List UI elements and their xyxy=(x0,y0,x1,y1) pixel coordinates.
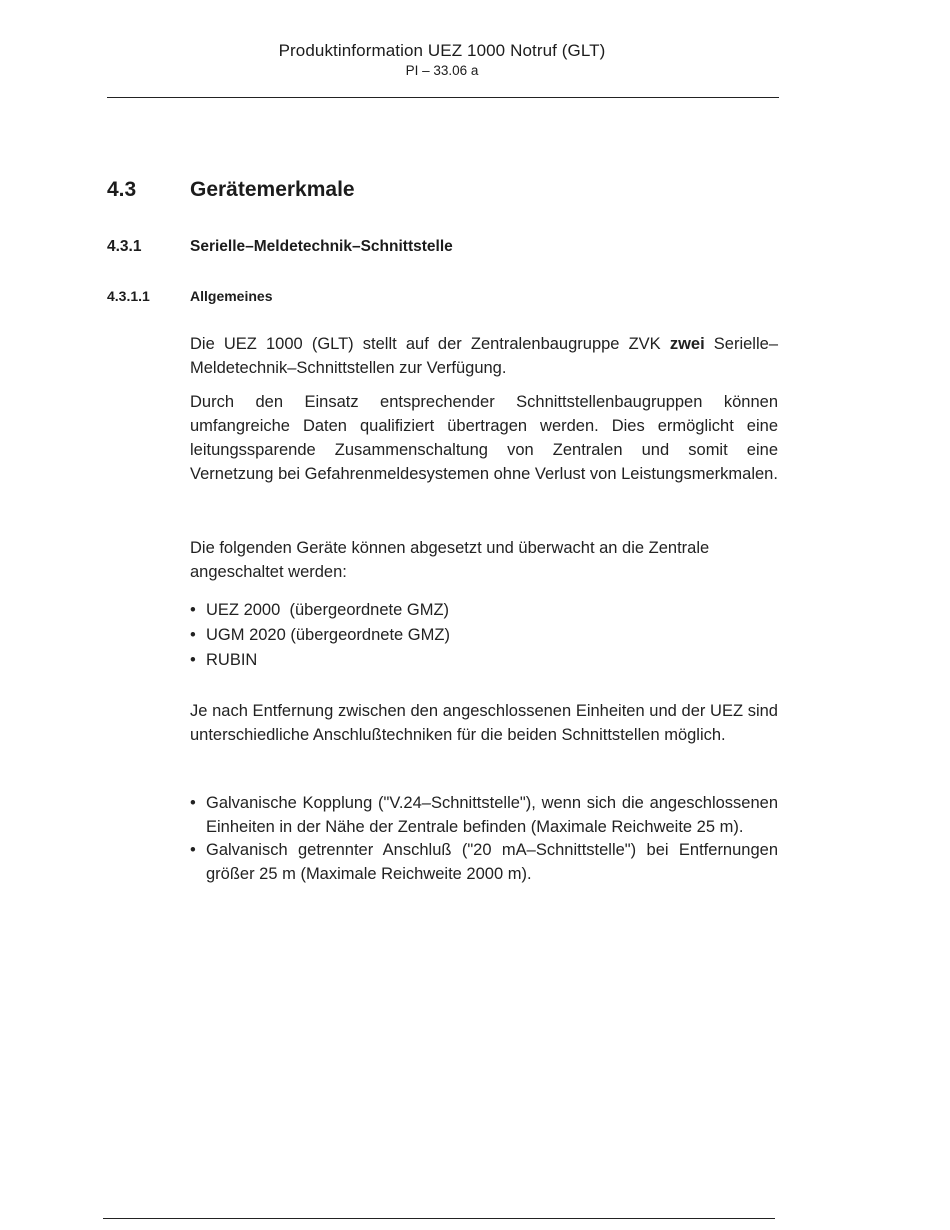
device-item-label: RUBIN xyxy=(206,651,258,669)
bullet-icon: • xyxy=(190,651,196,669)
footer-rule xyxy=(103,1218,775,1219)
header-title: Produktinformation UEZ 1000 Notruf (GLT) xyxy=(278,41,606,60)
paragraph-intro-text-b: Serielle–Meldetechnik–Schnittstellen zur Verfügung. xyxy=(190,335,778,377)
list-item xyxy=(190,839,778,886)
bullet-icon: • xyxy=(190,841,196,859)
connection-list xyxy=(190,792,778,886)
list-item xyxy=(190,792,778,839)
paragraph-intro xyxy=(190,332,778,380)
bullet-icon: • xyxy=(190,626,196,644)
list-item xyxy=(190,623,778,648)
bullet-icon: • xyxy=(190,601,196,619)
device-list xyxy=(190,598,778,673)
subsubsection-title: Allgemeines xyxy=(190,288,273,304)
subsection-title: Serielle–Meldetechnik–Schnittstelle xyxy=(190,238,453,255)
section-number: 4.3 xyxy=(107,178,137,201)
paragraph-devices-intro: Die folgenden Geräte können abgesetzt und überwacht an die Zentrale angeschaltet werden: xyxy=(190,539,710,581)
paragraph-intro-emphasis: zwei xyxy=(669,335,705,353)
paragraph-intro-text-a: Die UEZ 1000 (GLT) stellt auf der Zentralenbaugruppe ZVK xyxy=(190,335,670,353)
paragraph-interfaces: Durch den Einsatz entsprechender Schnittstellenbaugruppen können umfangreiche Daten qualifiziert übertragen werden. Dies ermöglicht eine leitungssparende Zusammenschaltung von Zentralen und somit eine Vernetzung bei Gefahrenmeldesystemen ohne Verlust von Leistungsmerkmalen. xyxy=(190,393,778,483)
connection-item-text: Galvanisch getrennter Anschluß ("20 mA–Schnittstelle") bei Entfernungen größer 25 m (Maximale Reichweite 2000 m). xyxy=(206,841,778,883)
page-header xyxy=(0,40,884,80)
subsubsection-number: 4.3.1.1 xyxy=(107,288,150,304)
connection-item-text: Galvanische Kopplung ("V.24–Schnittstelle"), wenn sich die angeschlossenen Einheiten in der Nähe der Zentrale befinden (Maximale Reichweite 25 m). xyxy=(206,794,778,836)
list-item xyxy=(190,598,778,623)
subsection-number: 4.3.1 xyxy=(107,238,142,255)
device-item-label: UGM 2020 (übergeordnete GMZ) xyxy=(206,626,450,644)
device-item-label: UEZ 2000 (übergeordnete GMZ) xyxy=(206,601,450,619)
bullet-icon: • xyxy=(190,794,196,812)
paragraph-connection-intro: Je nach Entfernung zwischen den angeschlossenen Einheiten und der UEZ sind unterschiedliche Anschlußtechniken für die beiden Schnittstellen möglich. xyxy=(190,702,778,744)
section-title: Gerätemerkmale xyxy=(190,178,355,201)
header-rule xyxy=(107,97,779,98)
document-number: PI – 33.06 a xyxy=(405,63,479,78)
list-item xyxy=(190,648,778,673)
